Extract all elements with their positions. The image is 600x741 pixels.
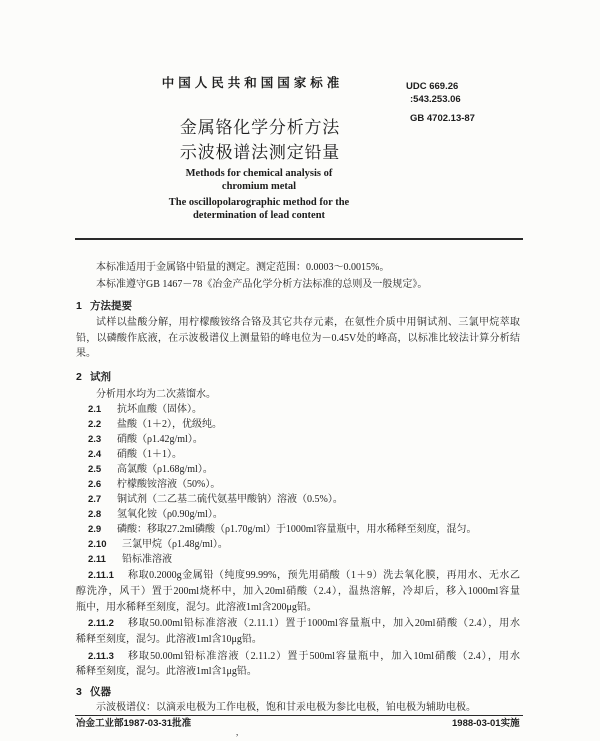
reagent-item-text: 抗坏血酸（固体）。 — [117, 404, 202, 415]
reagent-item-number: 2.11 — [88, 554, 106, 565]
scan-mark: , — [236, 727, 239, 737]
reagent-item-number: 2.9 — [88, 524, 102, 535]
section-3-title: 仪器 — [90, 686, 111, 698]
reagent-item-text: 三氯甲烷（ρ1.48g/ml）。 — [122, 539, 228, 550]
reagent-item-text: 硝酸（ρ1.42g/ml）。 — [117, 434, 203, 445]
reagent-item-text: 铅标准溶液 — [122, 554, 172, 565]
reagent-item-text: 硝酸（1＋1）。 — [117, 449, 182, 460]
compliance-statement: 本标准遵守GB 1467－78《冶金产品化学分析方法标准的总则及一般规定》。 — [96, 279, 428, 290]
reagent-subitem-text: 移取50.00ml铅标准溶液（2.11.1）置于1000ml容量瓶中，加入20ml硝酸（2.4），用水 — [128, 618, 520, 629]
reagent-item-number: 2.10 — [88, 539, 107, 550]
reagent-item-number: 2.4 — [88, 449, 102, 460]
gb-standard-number: GB 4702.13-87 — [410, 113, 475, 124]
reagent-subitem-number: 2.11.3 — [88, 651, 114, 662]
reagent-subitem-text: 醇洗净，风干）置于200ml烧杯中，加入20ml硝酸（2.4），温热溶解，冷却后，移入1000ml容量 — [76, 586, 520, 597]
principle-paragraph-line: 果。 — [76, 348, 96, 359]
udc-code: UDC 669.26 — [406, 81, 459, 92]
reagent-subitem-text: 稀释至刻度，混匀。此溶液1ml含1μg铅。 — [76, 666, 257, 677]
reagent-item-number: 2.6 — [88, 479, 102, 490]
reagent-item-number: 2.5 — [88, 464, 102, 475]
title-en-line-4: determination of lead content — [192, 210, 326, 221]
scope-statement: 本标准适用于金属铬中铅量的测定。测定范围：0.0003～0.0015%。 — [96, 262, 390, 273]
reagent-subitem-text: 稀释至刻度，混匀。此溶液1ml含10μg铅。 — [76, 634, 262, 645]
effective-date: 1988-03-01实施 — [452, 718, 520, 729]
principle-paragraph-line: 铅，以磷酸作底液，在示波极谱仪上测量铅的峰电位为－0.45V处的峰高，以标准比较法计算分析结 — [76, 333, 520, 344]
standard-type-heading: 中国人民共和国国家标准 — [161, 76, 344, 90]
title-en-line-1: Methods for chemical analysis of — [185, 168, 333, 179]
footer-divider — [75, 715, 523, 716]
title-en-line-2: chromium metal — [221, 181, 297, 192]
reagent-subitem-text: 称取0.2000g金属铅（纯度99.99%，预先用硝酸（1＋9）洗去氧化膜，再用水、无水乙 — [128, 570, 520, 581]
apparatus-text: 示波极谱仪：以滴汞电极为工作电极，饱和甘汞电极为参比电极，铂电极为辅助电极。 — [96, 702, 476, 713]
reagent-subitem-number: 2.11.2 — [88, 618, 114, 629]
reagent-item-number: 2.7 — [88, 494, 102, 505]
reagent-item-text: 柠檬酸铵溶液（50%）。 — [117, 479, 221, 490]
title-cn-line-1: 金属铬化学分析方法 — [179, 118, 341, 137]
reagent-item-number: 2.8 — [88, 509, 102, 520]
section-2-number: 2 — [76, 371, 82, 383]
reagent-subitem-text: 移取50.00ml铅标准溶液（2.11.2）置于500ml容量瓶中，加入10ml硝酸（2.4），用水 — [128, 651, 520, 662]
title-cn-line-2: 示波极谱法测定铅量 — [179, 143, 341, 162]
reagent-subitem-text: 瓶中，用水稀释至刻度，混匀。此溶液1ml含200μg铅。 — [76, 602, 317, 613]
reagent-item-number: 2.1 — [88, 404, 102, 415]
approval-date: 冶金工业部1987-03-31批准 — [76, 718, 192, 729]
udc-code-continuation: :543.253.06 — [410, 94, 461, 105]
principle-paragraph-line: 试样以盐酸分解，用柠檬酸铵络合铬及其它共存元素，在氨性介质中用铜试剂、三氯甲烷萃取 — [96, 317, 520, 328]
reagent-item-text: 氢氧化铵（ρ0.90g/ml）。 — [117, 509, 223, 520]
section-1-title: 方法提要 — [90, 300, 132, 312]
section-2-title: 试剂 — [90, 371, 111, 383]
reagent-item-text: 铜试剂（二乙基二硫代氨基甲酸钠）溶液（0.5%）。 — [117, 494, 343, 505]
reagent-subitem-number: 2.11.1 — [88, 570, 114, 581]
reagent-item-text: 盐酸（1＋2），优级纯。 — [117, 419, 222, 430]
reagent-item-number: 2.3 — [88, 434, 102, 445]
reagent-item-number: 2.2 — [88, 419, 102, 430]
title-en-line-3: The oscillopolarographic method for the — [168, 197, 350, 208]
section-1-number: 1 — [76, 300, 82, 312]
reagents-note: 分析用水均为二次蒸馏水。 — [96, 389, 216, 400]
reagent-item-text: 磷酸：移取27.2ml磷酸（ρ1.70g/ml）于1000ml容量瓶中，用水稀释至刻度，混匀。 — [117, 524, 477, 535]
header-divider — [75, 238, 523, 240]
reagent-item-text: 高氯酸（ρ1.68g/ml）。 — [117, 464, 213, 475]
section-3-number: 3 — [76, 686, 82, 698]
